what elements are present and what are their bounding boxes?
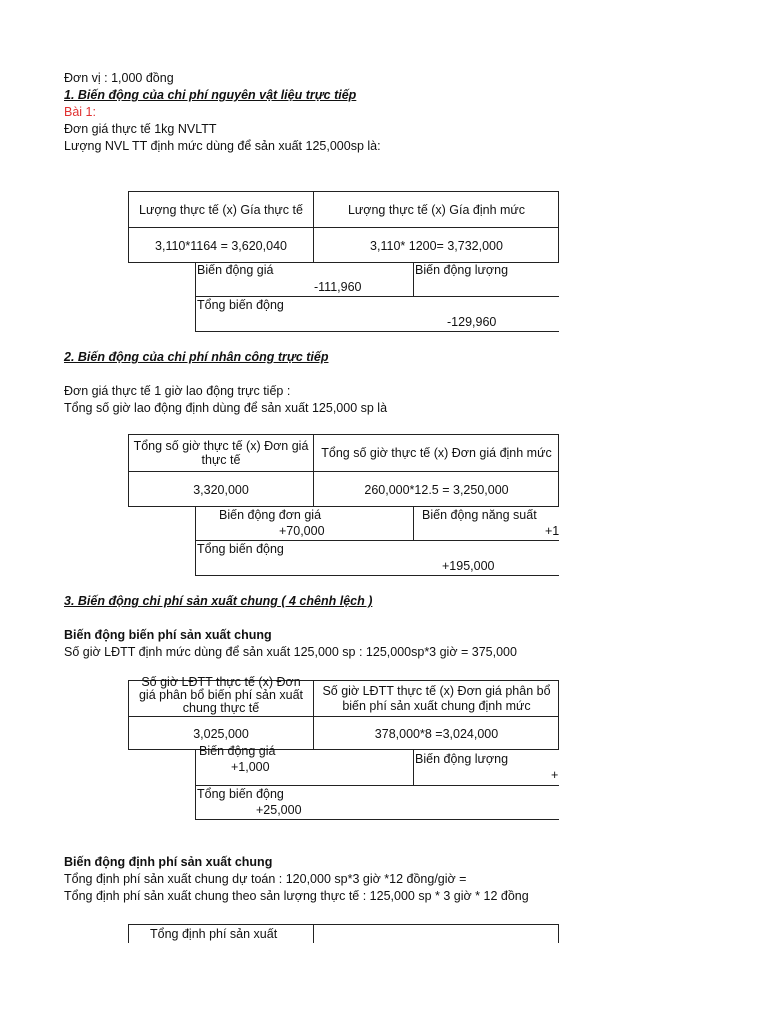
s3-value-actual: 3,025,000 (193, 726, 249, 741)
s3-line-1: Số giờ LĐTT định mức dùng để sản xuất 125,000 sp : 125,000sp*3 giờ = 375,000 (64, 645, 517, 659)
s1-total-variance-value: -129,960 (447, 315, 497, 329)
s1-total-variance-label: Tổng biến động (197, 298, 284, 312)
s2-value-actual: 3,320,000 (193, 482, 249, 497)
s3-quantity-variance-label: Biến động lượng (415, 752, 509, 766)
s3-price-variance-label: Biến động giá (199, 744, 276, 758)
s3-subtitle-variable: Biến động biến phí sản xuất chung (64, 628, 272, 642)
s2-header-standard: Tổng số giờ thực tế (x) Đơn giá định mức (321, 446, 552, 460)
section-1-title: 1. Biến động của chi phí nguyên vật liệu trực tiếp (64, 88, 357, 102)
s2-rate-variance-label: Biến động đơn giá (219, 508, 322, 522)
s1-header-actual: Lượng thực tế (x) Gía thực tế (139, 202, 303, 217)
s3-total-variance-value: +25,000 (256, 803, 302, 817)
s1-line-1: Đơn giá thực tế 1kg NVLTT (64, 122, 217, 136)
s2-total-variance-value: +195,000 (442, 559, 495, 573)
s1-header-standard: Lượng thực tế (x) Gía định mức (347, 202, 526, 217)
s1-price-variance-label: Biến động giá (197, 263, 274, 277)
section-2-title: 2. Biến động của chi phí nhân công trực tiếp (64, 350, 329, 364)
s3-total-variance-label: Tổng biến động (197, 787, 284, 801)
s2-line-2: Tổng số giờ lao động định dùng để sản xuất 125,000 sp là (64, 401, 388, 415)
s3-fixed-header: Tổng định phí sản xuất (150, 927, 278, 941)
s2-value-standard: 260,000*12.5 = 3,250,000 (364, 482, 509, 497)
section-3-title: 3. Biến động chi phí sản xuất chung ( 4 chênh lệch ) (64, 594, 373, 608)
s1-value-standard: 3,110* 1200= 3,732,000 (370, 238, 503, 253)
s1-price-variance-value: -111,960 (314, 280, 362, 294)
s3-fixed-table (128, 924, 560, 943)
s1-quantity-variance-label: Biến động lượng (415, 263, 509, 277)
s2-rate-variance-value: +70,000 (279, 524, 325, 538)
s3-header-standard: Số giờ LĐTT thực tế (x) Đơn giá phân bổ biến phí sản xuất chung định mức (322, 683, 551, 713)
s2-total-variance-label: Tổng biến động (197, 542, 284, 556)
exercise-label: Bài 1: (64, 105, 96, 119)
s2-efficiency-variance-label: Biến động năng suất (422, 508, 537, 522)
s3-value-standard: 378,000*8 =3,024,000 (374, 726, 499, 741)
s1-line-2: Lượng NVL TT định mức dùng để sản xuất 125,000sp là: (64, 139, 381, 153)
s3-line-2: Tổng định phí sản xuất chung dự toán : 120,000 sp*3 giờ *12 đồng/giờ = (64, 872, 467, 886)
s3-price-variance-value: +1,000 (231, 760, 270, 774)
s2-line-1: Đơn giá thực tế 1 giờ lao động trực tiếp : (64, 384, 291, 398)
s3-subtitle-fixed: Biến động định phí sản xuất chung (64, 855, 273, 869)
unit-note: Đơn vị : 1,000 đồng (64, 71, 174, 85)
s3-header-actual: Số giờ LĐTT thực tế (x) Đơn giá phân bổ biến phí sản xuất chung thực tế (138, 674, 304, 715)
s1-value-actual: 3,110*1164 = 3,620,040 (155, 238, 287, 253)
s2-efficiency-variance-value: +1 (545, 524, 559, 538)
s2-header-actual: Tổng số giờ thực tế (x) Đơn giá thực tế (133, 439, 309, 467)
s3-quantity-variance-value: + (551, 768, 559, 782)
s3-line-3: Tổng định phí sản xuất chung theo sản lượng thực tế : 125,000 sp * 3 giờ * 12 đồng (64, 889, 529, 903)
